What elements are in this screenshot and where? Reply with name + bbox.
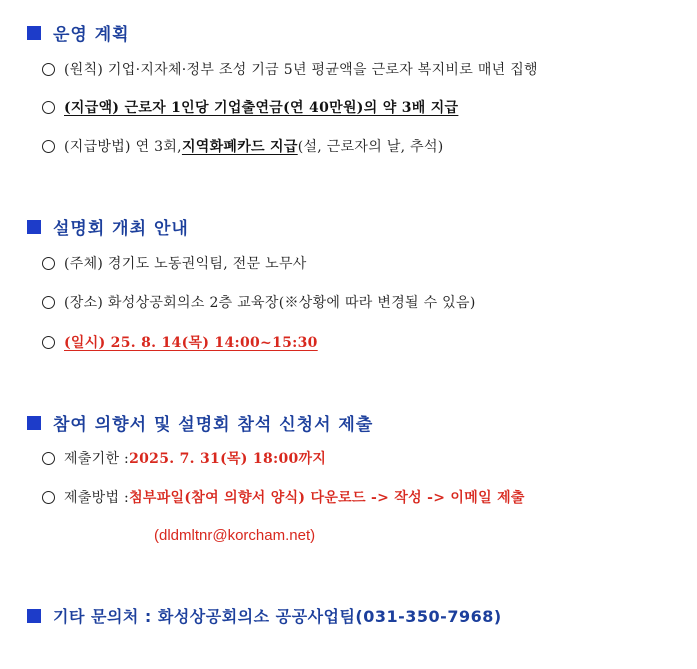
contact-text: 기타 문의처 : 화성상공회의소 공공사업팀(031-350-7968) <box>53 607 502 626</box>
item-label: 제출방법 : <box>64 490 130 506</box>
list-item-deadline <box>42 448 326 468</box>
item-text: (일시) 25. 8. 14(목) 14:00~15:30 <box>64 335 318 351</box>
list-item-location <box>42 292 476 312</box>
item-value: 첨부파일(참여 의향서 양식) 다운로드 -> 작성 -> 이메일 제출 <box>129 490 525 506</box>
item-label: 제출기한 : <box>64 451 130 467</box>
item-text-suffix: (설, 근로자의 날, 추석) <box>297 139 444 155</box>
square-bullet-icon <box>27 416 41 430</box>
square-bullet-icon <box>27 609 41 623</box>
list-item-payment-amount <box>42 97 458 117</box>
circle-bullet-icon <box>42 101 55 114</box>
section-title: 운영 계획 <box>53 25 130 45</box>
circle-bullet-icon <box>42 63 55 76</box>
list-item-datetime <box>42 332 318 352</box>
list-item-method <box>42 487 525 507</box>
circle-bullet-icon <box>42 452 55 465</box>
circle-bullet-icon <box>42 296 55 309</box>
item-value: 2025. 7. 31(목) 18:00까지 <box>129 451 327 467</box>
circle-bullet-icon <box>42 257 55 270</box>
section-heading-briefing-session <box>27 214 189 239</box>
section-heading-contact <box>27 604 502 627</box>
circle-bullet-icon <box>42 336 55 349</box>
list-item-host <box>42 253 307 273</box>
item-text-prefix: (지급방법) 연 3회, <box>64 139 182 155</box>
square-bullet-icon <box>27 26 41 40</box>
circle-bullet-icon <box>42 140 55 153</box>
item-text: (지급액) 근로자 1인당 기업출연금(연 40만원)의 약 3배 지급 <box>64 100 459 116</box>
item-text: (원칙) 기업·지자체·정부 조성 기금 5년 평균액을 근로자 복지비로 매년 집행 <box>64 62 538 78</box>
item-text: (주체) 경기도 노동권익팀, 전문 노무사 <box>64 256 307 272</box>
list-item-payment-method <box>42 136 444 156</box>
section-heading-operation-plan <box>27 20 130 45</box>
list-item-principle <box>42 59 538 79</box>
contact-email: (dldmltnr@korcham.net) <box>154 527 316 544</box>
section-title: 설명회 개최 안내 <box>53 219 189 239</box>
circle-bullet-icon <box>42 491 55 504</box>
item-text: (장소) 화성상공회의소 2층 교육장(※상황에 따라 변경될 수 있음) <box>64 295 476 311</box>
section-heading-submission <box>27 410 373 435</box>
item-text-emphasis: 지역화폐카드 지급 <box>181 139 298 155</box>
square-bullet-icon <box>27 220 41 234</box>
section-title: 참여 의향서 및 설명회 참석 신청서 제출 <box>53 415 374 435</box>
